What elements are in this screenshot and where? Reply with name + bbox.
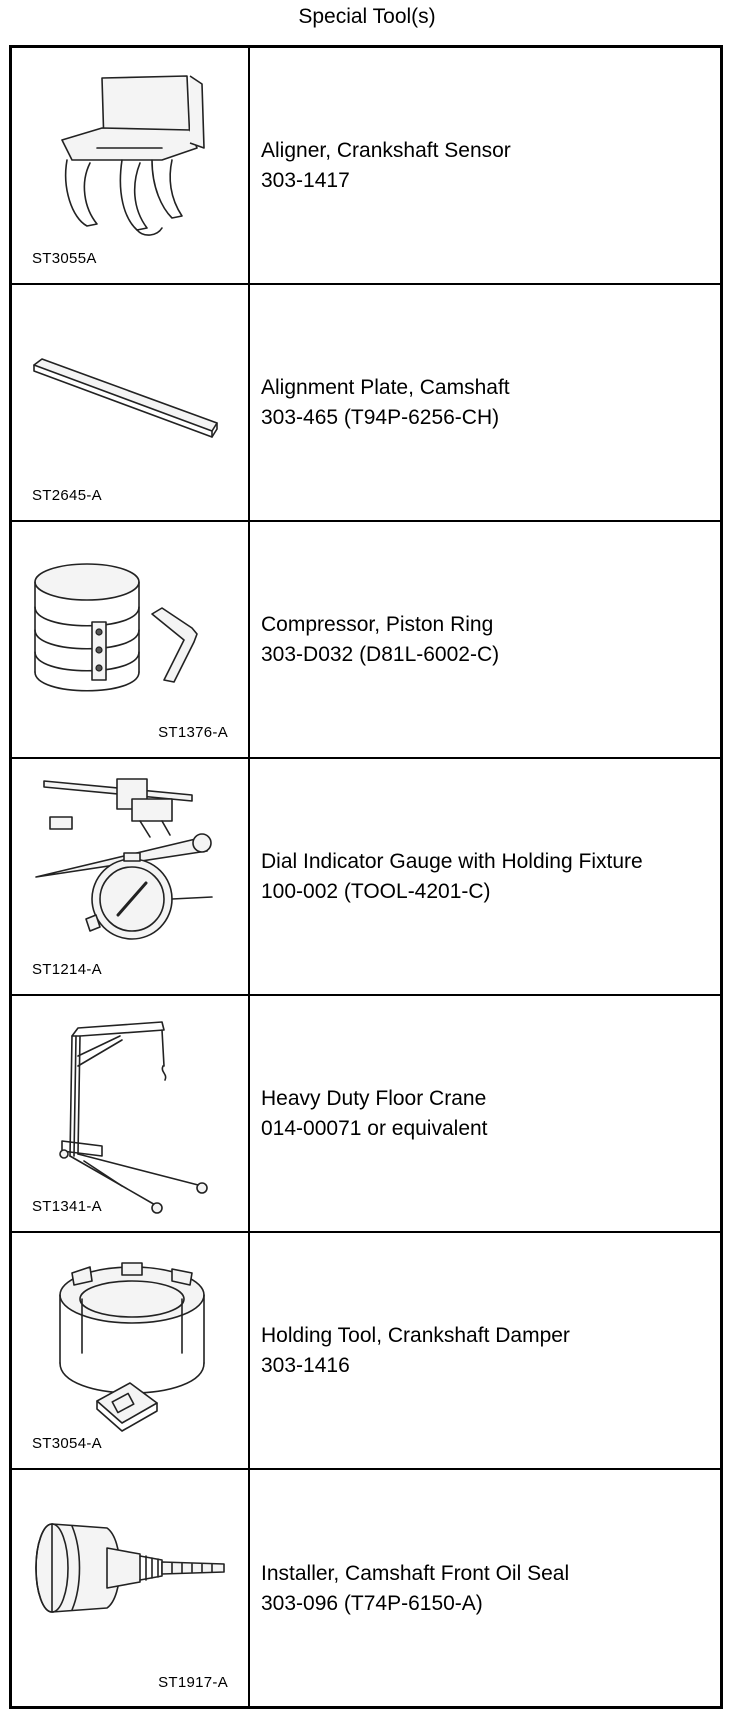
table-row [12,1470,720,1707]
tool-name: Alignment Plate, Camshaft [261,375,510,399]
tool-name: Installer, Camshaft Front Oil Seal [261,1561,570,1585]
tool-name: Heavy Duty Floor Crane [261,1086,487,1110]
tool-illustration-cell [12,759,250,994]
crankshaft-sensor-aligner-icon [12,48,248,283]
tool-number: 303-1416 [261,1353,350,1377]
tool-number: 100-002 (TOOL-4201-C) [261,879,491,903]
tool-image-code: ST1917-A [158,1674,228,1691]
piston-ring-compressor-icon [12,522,248,757]
tool-illustration-cell [12,1470,250,1707]
table-row [12,285,720,522]
tool-image-code: ST1341-A [32,1198,102,1215]
table-row [12,48,720,285]
table-row [12,1233,720,1470]
page-title: Special Tool(s) [298,5,436,28]
tool-name: Dial Indicator Gauge with Holding Fixture [261,849,643,873]
special-tools-table [9,45,723,1709]
tool-description [261,285,716,520]
tool-description [261,522,716,757]
tool-image-code: ST3054-A [32,1435,102,1452]
tool-number: 303-1417 [261,168,350,192]
table-row [12,759,720,996]
tool-name: Compressor, Piston Ring [261,612,494,636]
tool-image-code: ST1376-A [158,724,228,741]
tool-name: Holding Tool, Crankshaft Damper [261,1323,570,1347]
tool-illustration-cell [12,522,250,757]
tool-description [261,1470,716,1707]
tool-image-code: ST1214-A [32,961,102,978]
tool-illustration-cell [12,285,250,520]
tool-description [261,48,716,283]
table-row [12,996,720,1233]
tool-illustration-cell [12,1233,250,1468]
tool-description [261,759,716,994]
tool-name: Aligner, Crankshaft Sensor [261,138,511,162]
tool-number: 303-D032 (D81L-6002-C) [261,642,500,666]
tool-number: 303-096 (T74P-6150-A) [261,1591,483,1615]
tool-image-code: ST3055A [32,250,97,267]
tool-illustration-cell [12,996,250,1231]
dial-indicator-gauge-icon [12,759,248,994]
tool-illustration-cell [12,48,250,283]
tool-description [261,996,716,1231]
tool-number: 014-00071 or equivalent [261,1116,488,1140]
table-row [12,522,720,759]
floor-crane-icon [12,996,248,1231]
camshaft-alignment-plate-icon [12,285,248,520]
tool-number: 303-465 (T94P-6256-CH) [261,405,500,429]
crankshaft-damper-holding-tool-icon [12,1233,248,1468]
tool-description [261,1233,716,1468]
tool-image-code: ST2645-A [32,487,102,504]
camshaft-oil-seal-installer-icon [12,1470,248,1705]
